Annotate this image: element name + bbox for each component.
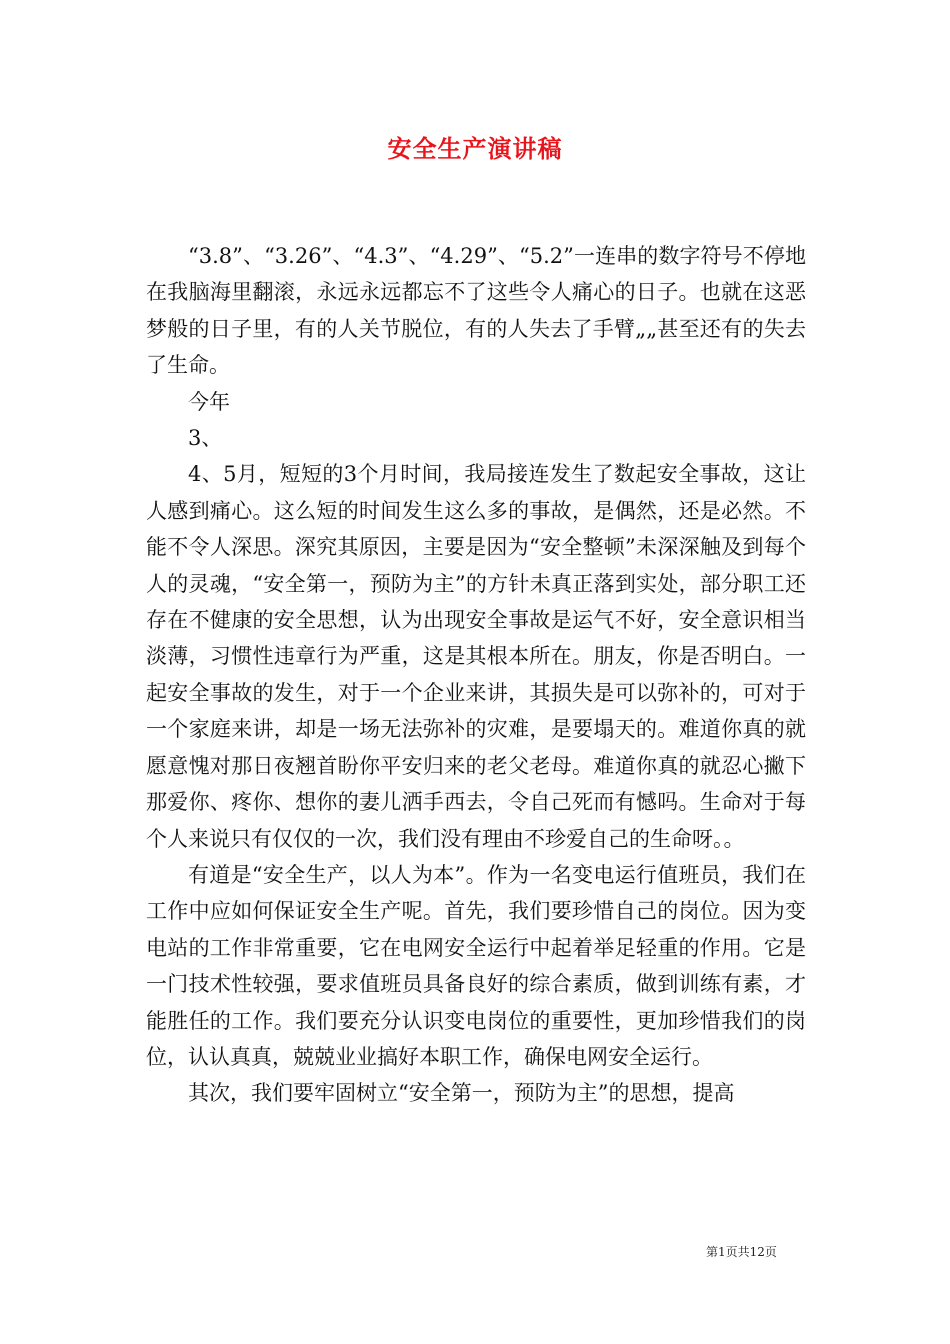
document-body (146, 238, 806, 1112)
paragraph-1: “3.8”、“3.26”、“4.3”、“4.29”、“5.2”一连串的数字符号不停地在我脑海里翻滚，永远永远都忘不了这些令人痛心的日子。也就在这恶梦般的日子里，有的人关节脱位，有的人失去了手臂„„甚至还有的失去了生命。 (146, 244, 806, 378)
paragraph-2: 今年 (188, 389, 230, 414)
document-title: 安全生产演讲稿 (387, 134, 563, 163)
paragraph-4: 4、5月，短短的3个月时间，我局接连发生了数起安全事故，这让人感到痛心。这么短的时间发生这么多的事故，是偶然，还是必然。不能不令人深思。深究其原因，主要是因为“安全整顿”未深深触及到每个人的灵魂，“安全第一，预防为主”的方针未真正落到实处，部分职工还存在不健康的安全思想，认为出现安全事故是运气不好，安全意识相当淡薄，习惯性违章行为严重，这是其根本所在。朋友，你是否明白。一起安全事故的发生，对于一个企业来讲，其损失是可以弥补的，可对于一个家庭来讲，却是一场无法弥补的灾难，是要塌天的。难道你真的就愿意愧对那日夜翘首盼你平安归来的老父老母。难道你真的就忍心撇下那爱你、疼你、想你的妻儿洒手西去，令自己死而有憾吗。生命对于每个人来说只有仅仅的一次，我们没有理由不珍爱自己的生命呀。。 (146, 462, 806, 851)
paragraph-5: 有道是“安全生产，以人为本”。作为一名变电运行值班员，我们在工作中应如何保证安全生产呢。首先，我们要珍惜自己的岗位。因为变电站的工作非常重要，它在电网安全运行中起着举足轻重的作用。它是一门技术性较强，要求值班员具备良好的综合素质，做到训练有素，才能胜任的工作。我们要充分认识变电岗位的重要性，更加珍惜我们的岗位，认认真真，兢兢业业搞好本职工作，确保电网安全运行。 (146, 862, 806, 1069)
paragraph-6: 其次，我们要牢固树立“安全第一，预防为主”的思想，提高 (188, 1081, 735, 1106)
page-number-footer: 第1页共12页 (706, 1245, 777, 1259)
paragraph-3: 3、 (188, 426, 223, 451)
